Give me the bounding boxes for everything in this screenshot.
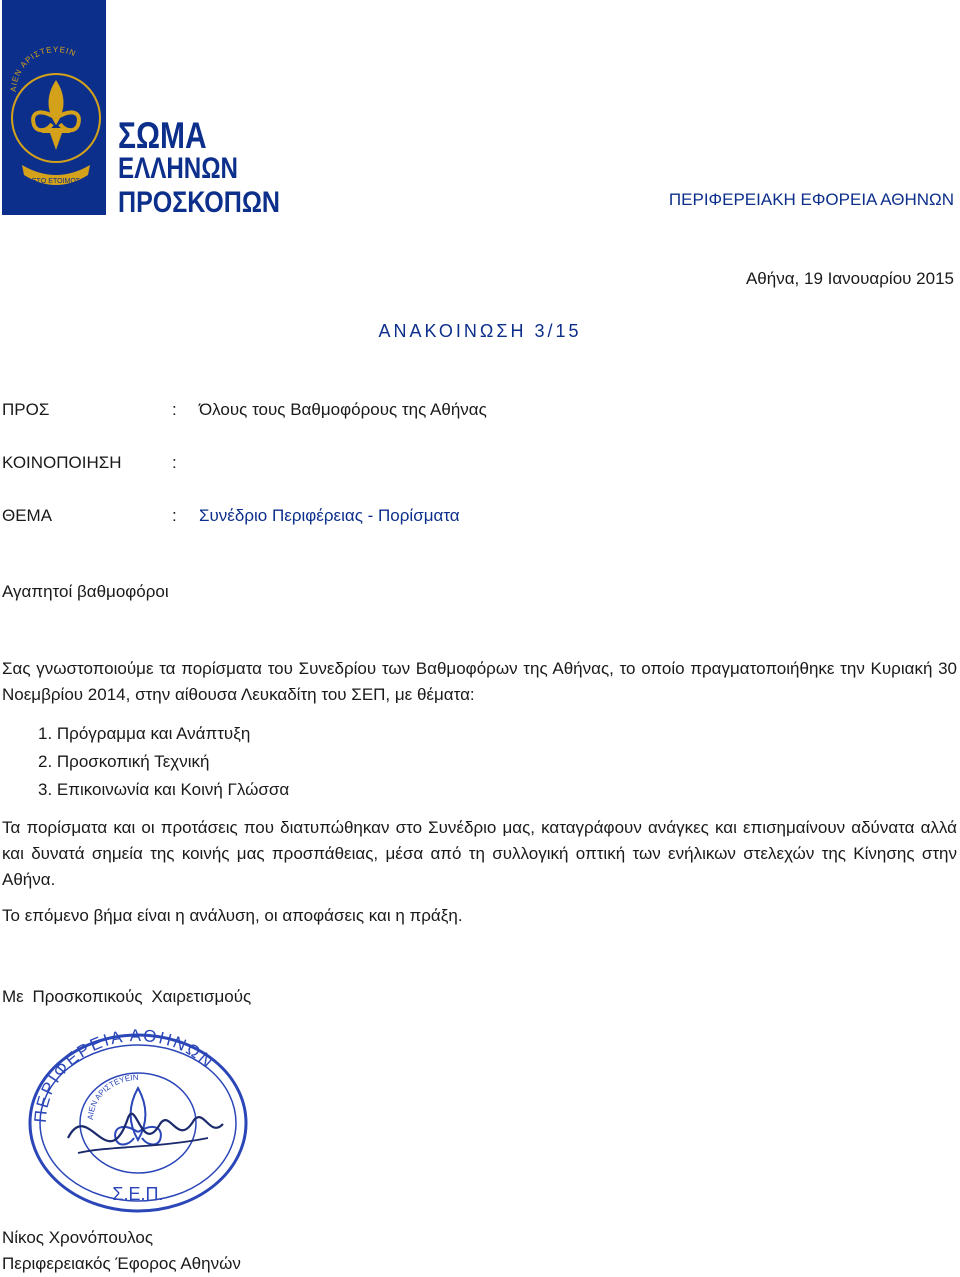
svg-text:ΑΙΕΝ ΑΡΙΣΤΕΥΕΙΝ: ΑΙΕΝ ΑΡΙΣΤΕΥΕΙΝ bbox=[8, 44, 78, 93]
svg-text:ΕΛΛΗΝΩΝ: ΕΛΛΗΝΩΝ bbox=[118, 152, 238, 185]
svg-text:ΣΩΜΑ: ΣΩΜΑ bbox=[118, 114, 207, 157]
svg-text:ΕΣΟ ΕΤΟΙΜΟΣ: ΕΣΟ ΕΤΟΙΜΟΣ bbox=[31, 178, 81, 185]
svg-text:ΠΡΟΣΚΟΠΩΝ: ΠΡΟΣΚΟΠΩΝ bbox=[118, 186, 280, 219]
subject-label: ΘΕΜΑ bbox=[2, 506, 53, 525]
announcement-title: ΑΝΑΚΟΙΝΩΣΗ 3/15 bbox=[378, 321, 582, 341]
topics-list bbox=[38, 720, 289, 804]
intro-paragraph: Σας γνωστοποιούμε τα πορίσματα του Συνεδρίου των Βαθμοφόρων της Αθήνας, το οποίο πραγματοποιήθηκε την Κυριακή 30 Νοεμβρίου 2014, στην αίθουσα Λευκαδίτη του ΣΕΠ, με θέματα: bbox=[2, 659, 957, 704]
regional-office-heading: ΠΕΡΙΦΕΡΕΙΑΚΗ ΕΦΟΡΕΙΑ ΑΘΗΝΩΝ bbox=[668, 190, 954, 209]
salutation: Αγαπητοί βαθμοφόροι bbox=[2, 582, 169, 601]
cc-label: ΚΟΙΝΟΠΟΙΗΣΗ bbox=[2, 453, 122, 472]
to-colon: : bbox=[172, 400, 177, 419]
document-date: Αθήνα, 19 Ιανουαρίου 2015 bbox=[745, 269, 954, 288]
conclusions-paragraph: Τα πορίσματα και οι προτάσεις που διατυπώθηκαν στο Συνέδριο μας, καταγράφουν ανάγκες και επισημαίνουν αδύνατα αλλά και δυνατά σημεία της κοινής μας προσπάθειας, μέσα από τη συλλογική οπτική των ενήλικων στελεχών της Κίνησης στην Αθήνα. bbox=[2, 818, 957, 889]
signer-title: Περιφερειακός Έφορος Αθηνών bbox=[2, 1254, 241, 1273]
scouts-emblem-icon bbox=[2, 0, 280, 220]
signature-block bbox=[2, 1225, 241, 1277]
subject-colon: : bbox=[172, 506, 177, 525]
next-step-paragraph: Το επόμενο βήμα είναι η ανάλυση, οι αποφάσεις και η πράξη. bbox=[2, 906, 463, 925]
scouts-logo bbox=[2, 0, 280, 220]
svg-text:Σ.Ε.Π.: Σ.Ε.Π. bbox=[112, 1184, 164, 1204]
list-item: 1. Πρόγραμμα και Ανάπτυξη bbox=[38, 724, 251, 743]
list-item: 3. Επικοινωνία και Κοινή Γλώσσα bbox=[38, 780, 290, 799]
svg-text:ΠΕΡΙΦΕΡΕΙΑ ΑΘΗΝΩΝ: ΠΕΡΙΦΕΡΕΙΑ ΑΘΗΝΩΝ bbox=[30, 1028, 219, 1124]
list-item: 2. Προσκοπική Τεχνική bbox=[38, 752, 210, 771]
official-stamp bbox=[18, 1028, 258, 1218]
to-value: Όλους τους Βαθμοφόρους της Αθήνας bbox=[199, 400, 487, 419]
svg-text:ΑΙΕΝ ΑΡΙΣΤΕΥΕΙΝ: ΑΙΕΝ ΑΡΙΣΤΕΥΕΙΝ bbox=[85, 1072, 139, 1121]
signer-name: Νίκος Χρονόπουλος bbox=[2, 1228, 154, 1247]
to-label: ΠΡΟΣ bbox=[2, 400, 50, 419]
stamp-seal-icon bbox=[18, 1028, 258, 1218]
closing-greeting: Με Προσκοπικούς Χαιρετισμούς bbox=[2, 987, 252, 1006]
cc-colon: : bbox=[172, 453, 177, 472]
subject-value: Συνέδριο Περιφέρειας - Πορίσματα bbox=[199, 506, 460, 525]
